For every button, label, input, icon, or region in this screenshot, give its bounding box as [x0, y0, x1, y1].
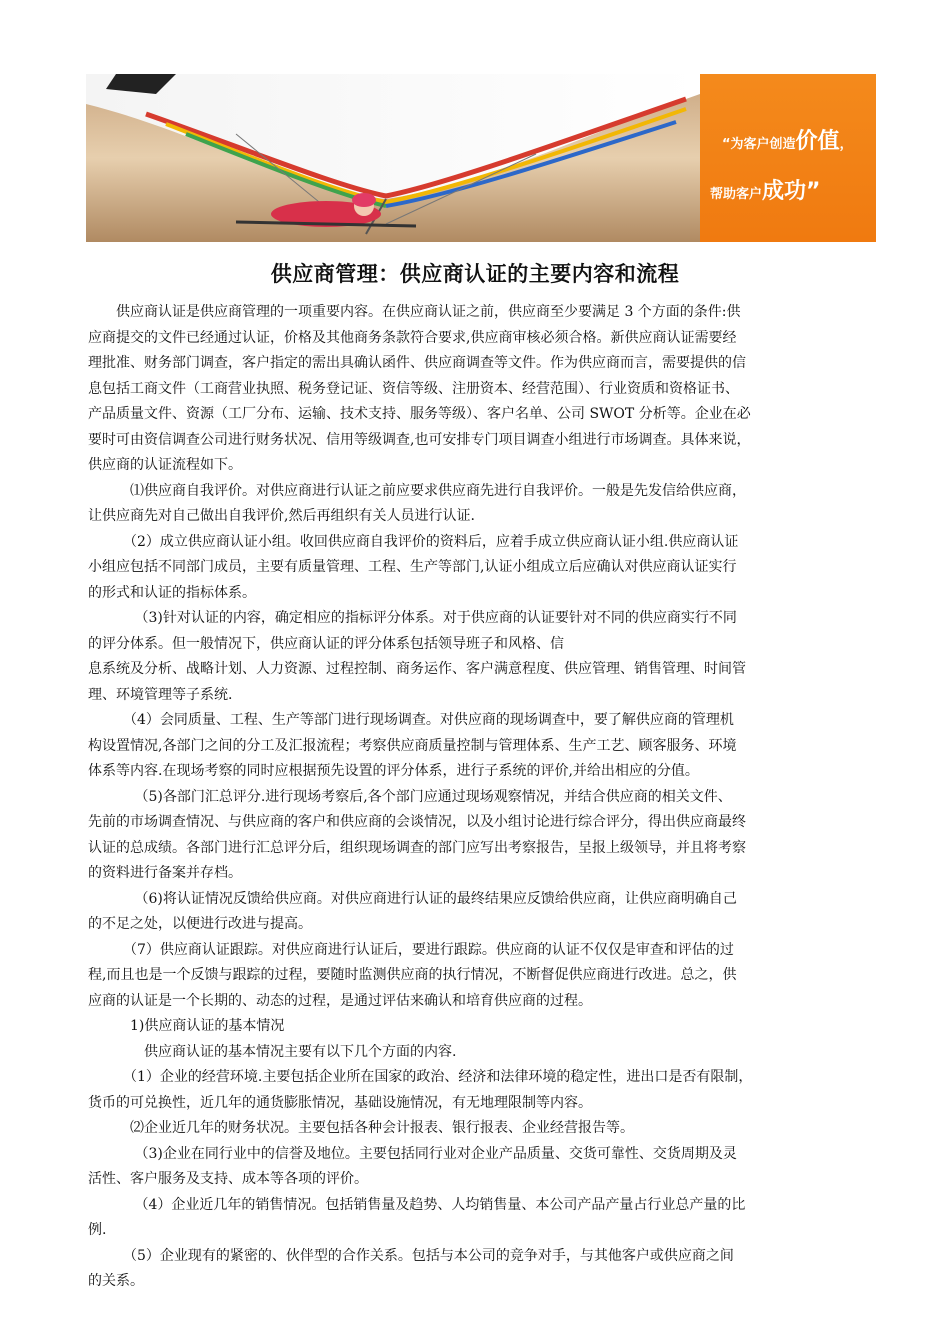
paragraph-line: 息系统及分析、战略计划、人力资源、过程控制、商务运作、客户满意程度、供应管理、销售管理、时间管	[88, 661, 746, 677]
paragraph	[88, 938, 883, 1015]
page-title: 供应商管理：供应商认证的主要内容和流程	[270, 261, 680, 286]
paragraph-line: 的不足之处，以便进行改进与提高。	[88, 916, 312, 932]
paragraph-line: 的形式和认证的指标体系。	[88, 584, 256, 601]
paragraph-line: 的资料进行备案并存档。	[88, 865, 242, 881]
paragraph-line: 让供应商先对自己做出自我评价,然后再组织有关人员进行认证.	[88, 508, 475, 524]
paragraph-line: 程,而且也是一个反馈与跟踪的过程，要随时监测供应商的执行情况，不断督促供应商进行改进。总之，供	[88, 967, 737, 983]
paragraph	[88, 1193, 883, 1244]
paragraph-line: （4）会同质量、工程、生产等部门进行现场调查。对供应商的现场调查中，要了解供应商的管理机	[88, 712, 734, 728]
paragraph	[88, 479, 883, 530]
paragraph-line: ⑴供应商自我评价。对供应商进行认证之前应要求供应商先进行自我评价。一般是先发信给供应商，	[88, 482, 746, 499]
header-banner	[86, 74, 876, 242]
paragraph-line: 构设置情况,各部门之间的分工及汇报流程；考察供应商质量控制与管理体系、生产工艺、顾客服务、环境	[88, 737, 737, 754]
paragraph-line: 供应商认证的基本情况主要有以下几个方面的内容.	[88, 1043, 457, 1060]
slogan-panel	[700, 74, 876, 242]
paragraph-line: 的关系。	[88, 1273, 144, 1289]
paragraph-line: 理、环境管理等子系统.	[88, 686, 233, 703]
paragraph	[88, 300, 883, 479]
paragraph-line: 供应商认证是供应商管理的一项重要内容。在供应商认证之前，供应商至少要满足 3 个方面的条件:供	[88, 304, 741, 320]
paragraph	[88, 887, 883, 938]
paragraph-line: （3)针对认证的内容，确定相应的指标评分体系。对于供应商的认证要针对不同的供应商实行不同	[88, 610, 737, 626]
paragraph-line: 先前的市场调查情况、与供应商的客户和供应商的会谈情况，以及小组讨论进行综合评分，得出供应商最终	[88, 814, 746, 830]
paragraph-line: （4）企业近几年的销售情况。包括销售量及趋势、人均销售量、本公司产品产量占行业总产量的比	[88, 1196, 746, 1213]
paragraph	[88, 1244, 883, 1295]
paragraph	[88, 1014, 883, 1040]
paragraph-line: 产品质量文件、资源（工厂分布、运输、技术支持、服务等级）、客户名单、公司 SWOT 分析等。企业在必	[88, 406, 751, 422]
paragraph-line: 例.	[88, 1222, 107, 1238]
paragraph-line: 小组应包括不同部门成员，主要有质量管理、工程、生产等部门,认证小组成立后应确认对供应商认证实行	[88, 559, 737, 575]
paragraph-line: 1)供应商认证的基本情况	[88, 1018, 285, 1034]
paragraph-line: （5)各部门汇总评分.进行现场考察后,各个部门应通过现场观察情况，并结合供应商的相关文件、	[88, 788, 732, 805]
paragraph-line: （6)将认证情况反馈给供应商。对供应商进行认证的最终结果应反馈给供应商，让供应商明确自己	[88, 890, 737, 907]
paragraph	[88, 785, 883, 887]
paragraph-line: ⑵企业近几年的财务状况。主要包括各种会计报表、银行报表、企业经营报告等。	[88, 1120, 634, 1136]
paragraph	[88, 530, 883, 607]
paragraph-line: 理批准、财务部门调查，客户指定的需出具确认函件、供应商调查等文件。作为供应商而言，需要提供的信	[88, 355, 746, 371]
paragraph-line: （5）企业现有的紧密的、伙伴型的合作关系。包括与本公司的竞争对手，与其他客户或供应商之间	[88, 1247, 734, 1264]
paragraph-line: 认证的总成绩。各部门进行汇总评分后，组织现场调查的部门应写出考察报告，呈报上级领导，并且将考察	[88, 839, 746, 856]
paragraph	[88, 1040, 883, 1066]
paragraph-line: 要时可由资信调查公司进行财务状况、信用等级调查,也可安排专门项目调查小组进行市场调查。具体来说，	[88, 431, 751, 448]
hang-glider-photo	[86, 74, 700, 242]
paragraph-line: 货币的可兑换性，近几年的通货膨胀情况，基础设施情况，有无地理限制等内容。	[88, 1094, 592, 1111]
paragraph-line: 供应商的认证流程如下。	[88, 457, 242, 473]
paragraph-line: （1）企业的经营环境.主要包括企业所在国家的政治、经济和法律环境的稳定性，进出口是否有限制，	[88, 1069, 753, 1085]
paragraph-line: 应商提交的文件已经通过认证，价格及其他商务条款符合要求,供应商审核必须合格。新供应商认证需要经	[88, 329, 737, 346]
paragraph	[88, 1065, 883, 1116]
paragraph	[88, 708, 883, 785]
paragraph-line: （3)企业在同行业中的信誉及地位。主要包括同行业对企业产品质量、交货可靠性、交货周期及灵	[88, 1145, 737, 1162]
paragraph	[88, 1142, 883, 1193]
paragraph	[88, 1116, 883, 1142]
paragraph-line: （2）成立供应商认证小组。收回供应商自我评价的资料后，应着手成立供应商认证小组.供应商认证	[88, 533, 739, 550]
slogan-line-1: “为客户创造价值，	[722, 129, 853, 154]
paragraph-line: （7）供应商认证跟踪。对供应商进行认证后，要进行跟踪。供应商的认证不仅仅是审查和评估的过	[88, 941, 734, 958]
paragraph-line: 的评分体系。但一般情况下，供应商认证的评分体系包括领导班子和风格、信	[88, 635, 564, 652]
paragraph-line: 活性、客户服务及支持、成本等各项的评价。	[88, 1171, 368, 1187]
slogan-line-2: 帮助客户成功”	[710, 179, 821, 204]
paragraph-line: 应商的认证是一个长期的、动态的过程，是通过评估来确认和培育供应商的过程。	[88, 992, 592, 1009]
paragraph-line: 息包括工商文件（工商营业执照、税务登记证、资信等级、注册资本、经营范围）、行业资质和资格证书、	[88, 380, 739, 397]
paragraph-line: 体系等内容.在现场考察的同时应根据预先设置的评分体系，进行子系统的评价,并给出相应的分值。	[88, 763, 699, 779]
paragraph	[88, 606, 883, 708]
